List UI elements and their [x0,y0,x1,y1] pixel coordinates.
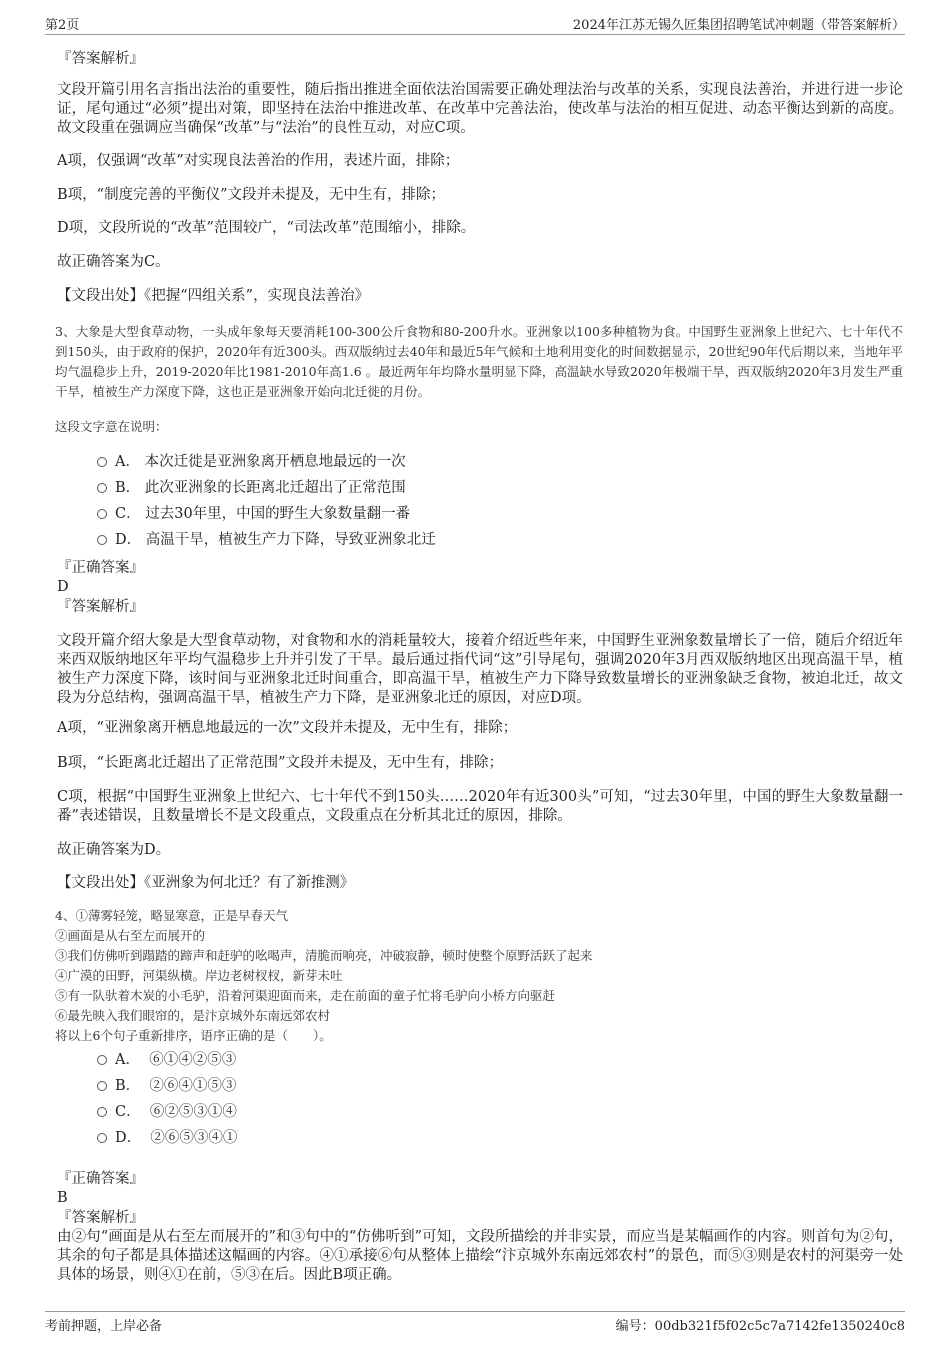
q3-correct-label: 『正确答案』 [57,560,144,576]
q2-option-b-note: B项，“制度完善的平衡仪”文段并未提及，无中生有，排除； [57,187,445,203]
q4-line-6: ⑥最先映入我们眼帘的，是汴京城外东南远郊农村 [55,1008,331,1023]
q3-option-d[interactable]: D． 高温干旱，植被生产力下降，导致亚洲象北迁 [97,530,436,550]
radio-icon[interactable] [97,483,107,493]
q3-option-b-note: B项，“长距离北迁超出了正常范围”文段并未提及，无中生有，排除； [57,755,503,771]
q4-question: 将以上6个句子重新排序，语序正确的是（ ）。 [55,1028,332,1043]
document-title: 2024年江苏无锡久匠集团招聘笔试冲刺题（带答案解析） [572,18,905,33]
page-footer [45,1311,905,1336]
q4-analysis: 由②句“画面是从右至左而展开的”和③句中的“仿佛听到”可知，文段所描绘的并非实景，而应当是某幅画作的内容。则首句为②句，其余的句子都是具体描述这幅画的内容。④①承接⑥句从整体上描绘“汴京城外东南远郊农村”的景色，而⑤③则是农村的河渠旁一处具体的场景，则④①在前，⑤③在后。因此B项正确。 [57,1229,903,1283]
radio-icon[interactable] [97,457,107,467]
q4-option-d[interactable]: D． ②⑥⑤③④① [97,1128,237,1148]
q3-answer: 故正确答案为D。 [57,842,171,858]
q3-correct-answer: D [57,579,69,595]
q4-line-4: ④广漠的田野，河渠纵横。岸边老树杈杈，新芽未吐 [55,968,343,983]
q2-option-a-note: A项，仅强调“改革”对实现良法善治的作用，表述片面，排除； [57,153,460,169]
q4-analysis-label: 『答案解析』 [57,1210,144,1226]
page-header [45,12,905,35]
radio-icon[interactable] [97,509,107,519]
q4-correct-answer: B [57,1190,68,1206]
q3-option-a-note: A项，“亚洲象离开栖息地最远的一次”文段并未提及，无中生有，排除； [57,720,518,736]
radio-icon[interactable] [97,1055,107,1065]
q3-option-c[interactable]: C． 过去30年里，中国的野生大象数量翻一番 [97,504,410,524]
q4-line-2: ②画面是从右至左而展开的 [55,928,206,943]
q2-answer: 故正确答案为C。 [57,254,170,270]
q3-analysis-label: 『答案解析』 [57,599,144,615]
q4-line-5: ⑤有一队驮着木炭的小毛驴，沿着河渠迎面而来，走在前面的童子忙将毛驴向小桥方向驱赶 [55,988,556,1003]
radio-icon[interactable] [97,1107,107,1117]
q3-question: 这段文字意在说明： [55,419,168,434]
q3-option-c-note: C项，根据“中国野生亚洲象上世纪六、七十年代不到150头……2020年有近300头”可知，“过去30年里，中国的野生大象数量翻一番”表述错误，且数量增长不是文段重点，文段重点在分析其北迁的原因，排除。 [57,789,903,824]
page-number: 第2页 [45,18,80,33]
q3-option-a[interactable]: A． 本次迁徙是亚洲象离开栖息地最远的一次 [97,452,406,472]
footer-slogan: 考前押题，上岸必备 [45,1319,163,1334]
q4-option-c[interactable]: C． ⑥②⑤③①④ [97,1102,237,1122]
q2-analysis-label: 『答案解析』 [57,51,144,67]
q4-correct-label: 『正确答案』 [57,1171,144,1187]
radio-icon[interactable] [97,535,107,545]
q3-option-b[interactable]: B． 此次亚洲象的长距离北迁超出了正常范围 [97,478,406,498]
document-code: 编号：00db321f5f02c5c7a7142fe1350240c8 [615,1319,905,1334]
q4-line-1: 4、①薄雾轻笼，略显寒意，正是早春天气 [55,908,288,923]
q3-source: 【文段出处】《亚洲象为何北迁？有了新推测》 [57,875,355,891]
q2-option-d-note: D项，文段所说的“改革”范围较广，“司法改革”范围缩小，排除。 [57,220,476,236]
q3-stem: 3、大象是大型食草动物，一头成年象每天要消耗100-300公斤食物和80-200升水。亚洲象以100多种植物为食。中国野生亚洲象上世纪六、七十年代不到150头，由于政府的保护，2020年有近300头。西双版纳过去40年和最近5年气候和土地利用变化的时间数据显示，20世纪90年代后期以来，当地年平均气温稳步上升，2019-2020年比1981-2010年高1.6 。最近两年年均降水量明显下降，高温缺水导致2020年极端干旱，西双版纳2020年3月发生严重干旱，植被生产力深度下降，这也正是亚洲象开始向北迁徙的月份。 [55,324,903,399]
q2-source: 【文段出处】《把握“四组关系”，实现良法善治》 [57,288,370,304]
radio-icon[interactable] [97,1133,107,1143]
q4-option-b[interactable]: B． ②⑥④①⑤③ [97,1076,236,1096]
q2-analysis: 文段开篇引用名言指出法治的重要性，随后指出推进全面依法治国需要正确处理法治与改革的关系，实现良法善治，并进行进一步论证，尾句通过“必须”提出对策，即坚持在法治中推进改革、在改革中完善法治，使改革与法治的相互促进、动态平衡达到新的高度。故文段重在强调应当确保“改革”与“法治”的良性互动，对应C项。 [57,82,903,136]
q4-line-3: ③我们仿佛听到蹋踏的蹄声和赶驴的吆喝声，清脆而响亮，冲破寂静，顿时使整个原野活跃了起来 [55,948,593,963]
q4-option-a[interactable]: A． ⑥①④②⑤③ [97,1050,236,1070]
q3-analysis: 文段开篇介绍大象是大型食草动物，对食物和水的消耗量较大，接着介绍近些年来，中国野生亚洲象数量增长了一倍，随后介绍近年来西双版纳地区年平均气温稳步上升并引发了干旱。最后通过指代词“这”引导尾句，强调2020年3月西双版纳地区出现高温干旱，植被生产力深度下降，该时间与亚洲象北迁时间重合，即高温干旱，植被生产力下降导致数量增长的亚洲象缺乏食物，被迫北迁，故文段为分总结构，强调高温干旱，植被生产力下降，是亚洲象北迁的原因，对应D项。 [57,633,903,706]
radio-icon[interactable] [97,1081,107,1091]
